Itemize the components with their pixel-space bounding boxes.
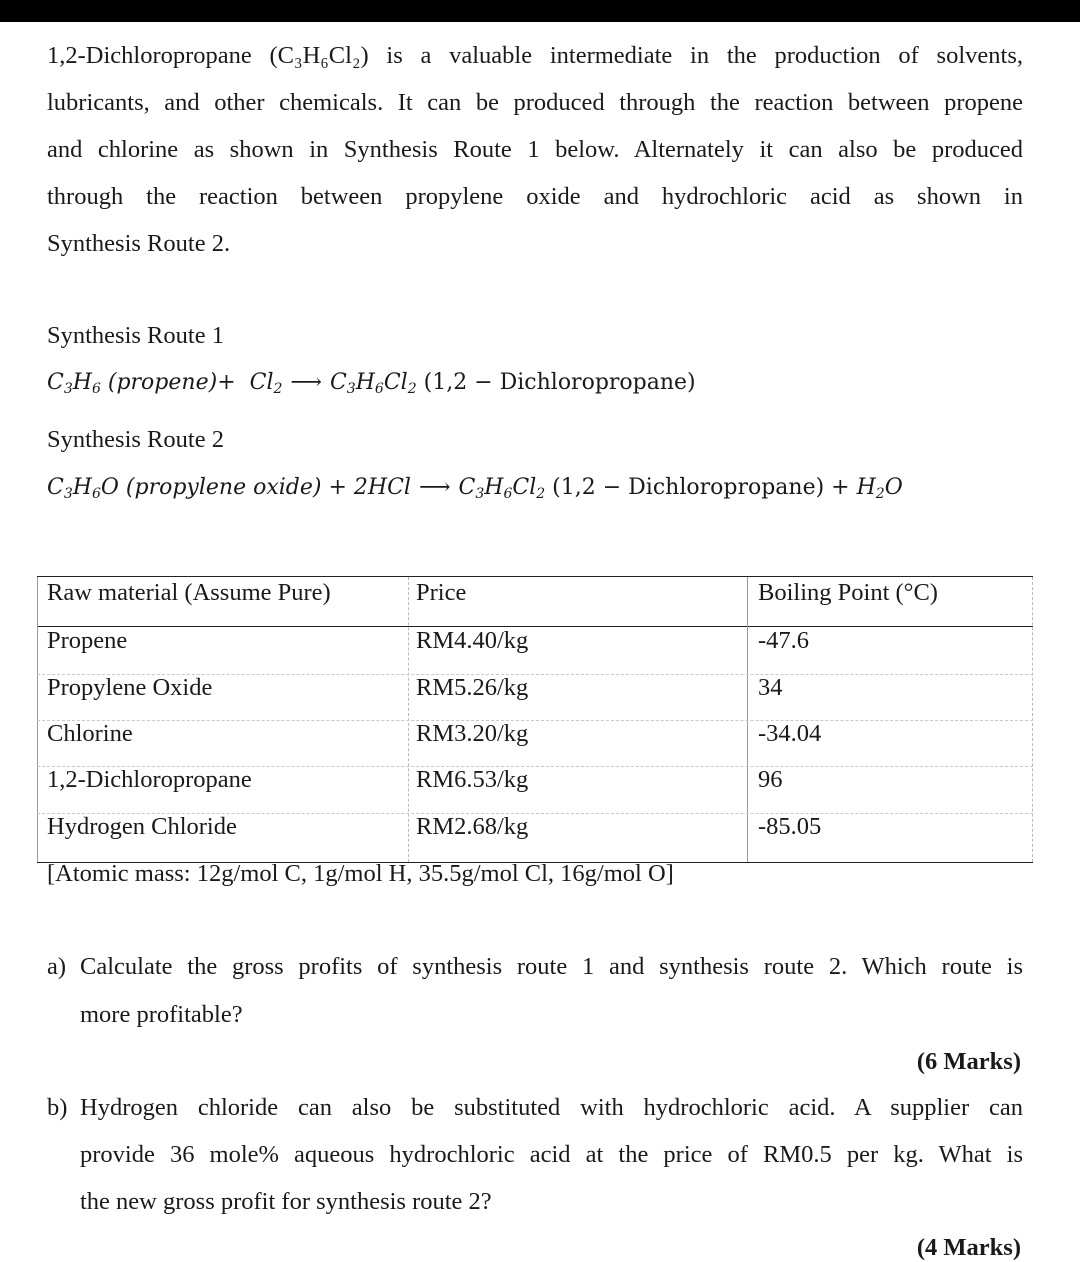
route2-reactant1-name: (propylene oxide) [125,475,322,500]
route2-product-name: (1,2 − Dichloropropane) [552,475,825,500]
table-cell: Chlorine [47,720,133,747]
intro-line: and chlorine as shown in Synthesis Route 1 below. Alternately it can also be produced [47,136,1023,163]
intro-line: through the reaction between propylene oxide and hydrochloric acid as shown in [47,183,1023,210]
reaction-arrow: ⟶ [290,370,322,395]
question-a-line: more profitable? [80,1001,243,1028]
question-b-label: b) [47,1094,68,1121]
question-b-line: Hydrogen chloride can also be substituted with hydrochloric acid. A supplier can [80,1094,1023,1121]
atomic-mass-note: [Atomic mass: 12g/mol C, 1g/mol H, 35.5g/mol Cl, 16g/mol O] [47,860,674,887]
route1-reactant2: Cl [249,370,274,395]
table-cell: RM6.53/kg [416,766,529,793]
route1-equation: $C_3H_6$ (propene)+ $Cl_2$ ⟶ $C_3H_6Cl_2$ (1,2 − Dichloropropane) [47,370,696,397]
table-header-material: Raw material (Assume Pure) [47,579,331,606]
question-a-label: a) [47,953,67,980]
table-header-price: Price [416,579,467,606]
raw-material-table [37,576,1033,863]
table-cell: RM4.40/kg [416,627,529,654]
table-cell: RM2.68/kg [416,813,529,840]
reaction-arrow: ⟶ [418,475,451,500]
table-cell: Propylene Oxide [47,674,213,701]
table-cell: 34 [758,674,783,701]
question-b-marks: (4 Marks) [916,1234,1021,1261]
route2-title: Synthesis Route 2 [47,426,224,453]
table-cell: RM5.26/kg [416,674,529,701]
table-header-boiling-point: Boiling Point (°C) [758,579,938,606]
table-cell: 96 [758,766,783,793]
route1-product-name: (1,2 − Dichloropropane) [423,370,696,395]
intro-line: lubricants, and other chemicals. It can be produced through the reaction between propene [47,89,1023,116]
route2-equation: $C_3H_6O$ (propylene oxide) + 2HCl ⟶ $C_3H_6Cl_2$ (1,2 − Dichloropropane) + $H_2O$ [47,475,903,502]
question-a-line: Calculate the gross profits of synthesis route 1 and synthesis route 2. Which route is [80,953,1023,980]
table-header-rule [37,626,1033,627]
table-cell: -85.05 [758,813,822,840]
intro-paragraph [47,32,1023,267]
table-cell: RM3.20/kg [416,720,529,747]
table-cell: -47.6 [758,627,810,654]
route1-title: Synthesis Route 1 [47,322,224,349]
intro-line: 1,2-Dichloropropane (C₃H₆Cl₂) is a valuable intermediate in the production of solvents, [47,42,1023,69]
table-row-divider [37,720,1033,721]
table-cell: Propene [47,627,128,654]
question-b-line: provide 36 mole% aqueous hydrochloric acid at the price of RM0.5 per kg. What is [80,1141,1023,1168]
table-cell: Hydrogen Chloride [47,813,237,840]
question-a-marks: (6 Marks) [916,1048,1021,1075]
table-cell: 1,2-Dichloropropane [47,766,252,793]
intro-line: Synthesis Route 2. [47,230,231,257]
route1-reactant1-name: (propene) [107,370,218,395]
top-bar [0,0,1080,22]
table-cell: -34.04 [758,720,822,747]
route2-reactant2: 2HCl [353,475,411,500]
question-b-line: the new gross profit for synthesis route 2? [80,1188,492,1215]
route2-byproduct: H [856,475,876,500]
